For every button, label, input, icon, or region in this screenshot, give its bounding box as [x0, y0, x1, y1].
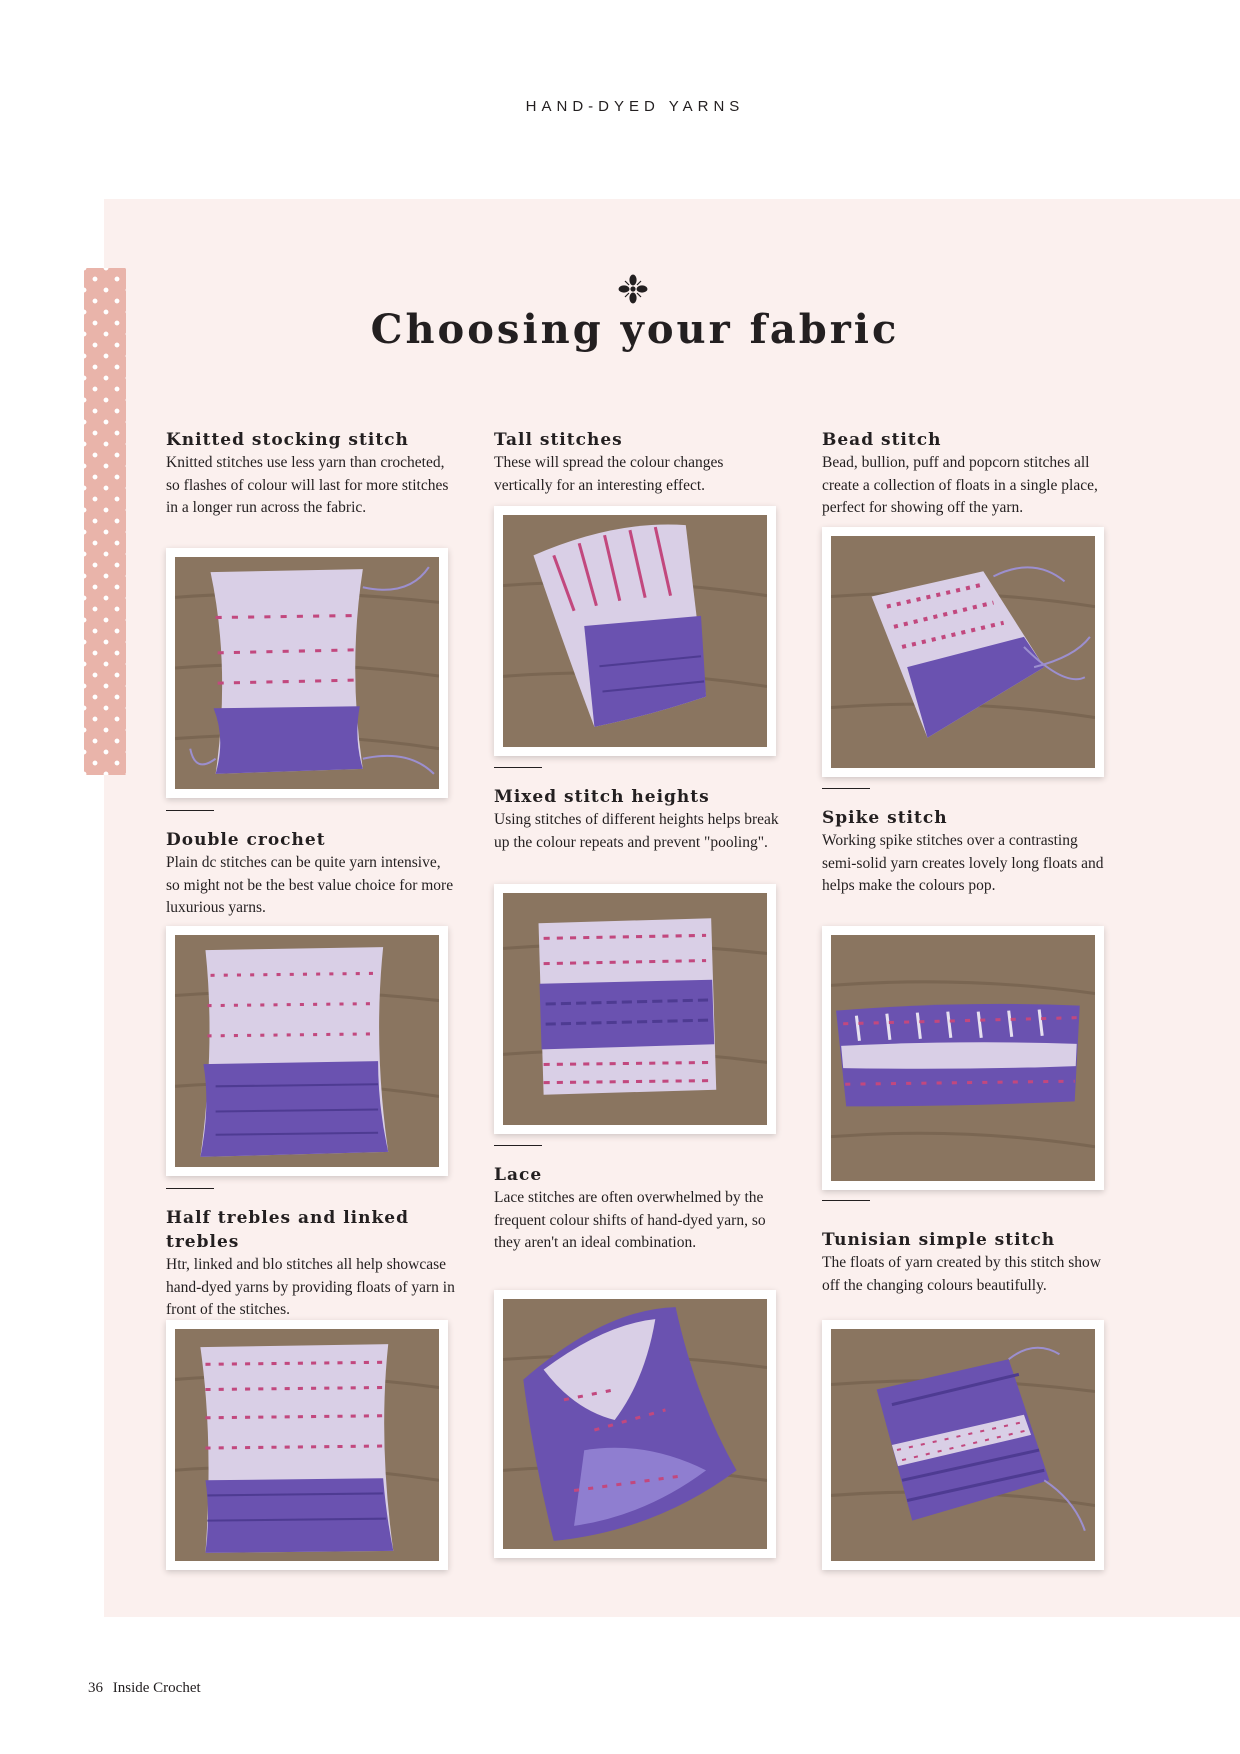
- flower-ornament-icon: [616, 272, 650, 306]
- entry-heading: Double crochet: [166, 830, 326, 850]
- entry-mixed-stitch-heights: [494, 785, 784, 854]
- entry-heading: Half trebles and linked trebles: [166, 1208, 409, 1252]
- entry-heading: Lace: [494, 1165, 543, 1185]
- swatch-image: [175, 557, 439, 789]
- photo-bead-stitch: [822, 527, 1104, 777]
- entry-bead-stitch: [822, 428, 1112, 520]
- entry-heading: Tunisian simple stitch: [822, 1230, 1056, 1250]
- photo-lace: [494, 1290, 776, 1558]
- page-number: 36: [88, 1680, 103, 1696]
- swatch-image: [503, 1299, 767, 1549]
- entry-body: Working spike stitches over a contrasting semi-solid yarn creates lovely long floats and helps make the colours pop.: [822, 832, 1104, 894]
- photo-knitted-stocking-stitch: [166, 548, 448, 798]
- entry-heading: Spike stitch: [822, 808, 948, 828]
- divider: [494, 1145, 542, 1146]
- swatch-image: [175, 1329, 439, 1561]
- photo-tunisian-simple-stitch: [822, 1320, 1104, 1570]
- entry-double-crochet: [166, 828, 456, 920]
- entry-body: Plain dc stitches can be quite yarn intensive, so might not be the best value choice for more luxurious yarns.: [166, 854, 454, 916]
- entry-body: Using stitches of different heights helps break up the colour repeats and prevent "pooling".: [494, 811, 779, 851]
- page-title: Choosing your fabric: [370, 306, 900, 353]
- divider: [166, 1188, 214, 1189]
- photo-spike-stitch: [822, 926, 1104, 1190]
- entry-body: These will spread the colour changes vertically for an interesting effect.: [494, 454, 724, 494]
- swatch-image: [503, 515, 767, 747]
- section-label: HAND-DYED YARNS: [525, 98, 745, 115]
- photo-mixed-stitch-heights: [494, 884, 776, 1134]
- photo-double-crochet: [166, 926, 448, 1176]
- entry-heading: Tall stitches: [494, 430, 623, 450]
- entry-knitted-stocking-stitch: [166, 428, 456, 520]
- entry-heading: Bead stitch: [822, 430, 942, 450]
- swatch-image: [831, 1329, 1095, 1561]
- page-footer: [88, 1680, 201, 1697]
- entry-heading: Knitted stocking stitch: [166, 430, 409, 450]
- entry-body: Knitted stitches use less yarn than crocheted, so flashes of colour will last for more stitches in a longer run across the fabric.: [166, 454, 449, 516]
- photo-tall-stitches: [494, 506, 776, 756]
- entry-tunisian-simple-stitch: [822, 1228, 1112, 1297]
- entry-body: Htr, linked and blo stitches all help showcase hand-dyed yarns by providing floats of yarn in front of the stitches.: [166, 1256, 455, 1318]
- swatch-image: [175, 935, 439, 1167]
- entry-body: Lace stitches are often overwhelmed by the frequent colour shifts of hand-dyed yarn, so they aren't an ideal combination.: [494, 1189, 766, 1251]
- entry-spike-stitch: [822, 806, 1112, 898]
- photo-half-trebles: [166, 1320, 448, 1570]
- divider: [494, 767, 542, 768]
- entry-heading: Mixed stitch heights: [494, 787, 710, 807]
- entry-body: Bead, bullion, puff and popcorn stitches all create a collection of floats in a single place, perfect for showing off the yarn.: [822, 454, 1098, 516]
- entry-half-trebles: [166, 1206, 456, 1322]
- entry-lace: [494, 1163, 784, 1255]
- entry-body: The floats of yarn created by this stitch show off the changing colours beautifully.: [822, 1254, 1101, 1294]
- divider: [822, 1200, 870, 1201]
- swatch-image: [831, 536, 1095, 768]
- magazine-name: Inside Crochet: [112, 1680, 201, 1696]
- entry-tall-stitches: [494, 428, 784, 497]
- swatch-image: [503, 893, 767, 1125]
- swatch-image: [831, 935, 1095, 1181]
- divider: [166, 810, 214, 811]
- divider: [822, 788, 870, 789]
